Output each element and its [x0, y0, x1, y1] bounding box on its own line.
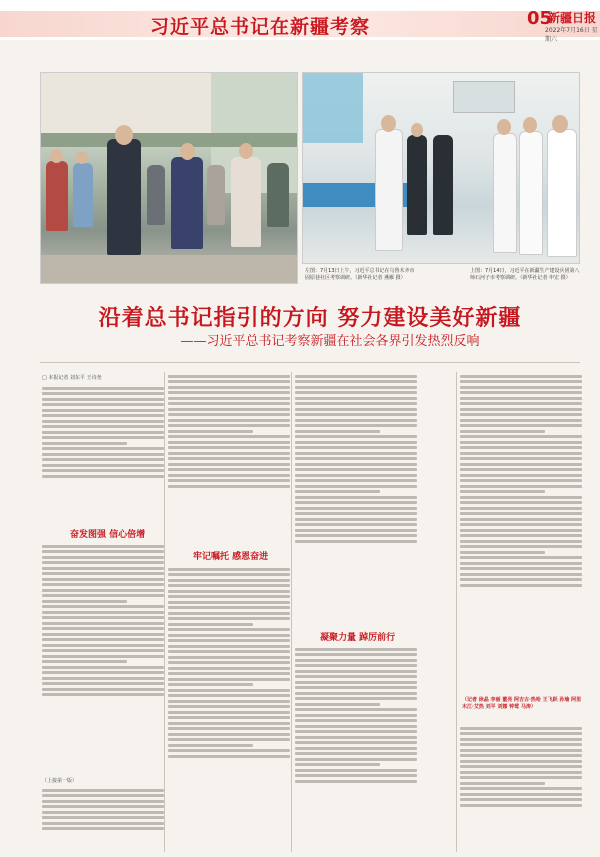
text-line [295, 485, 417, 488]
page-banner [0, 0, 600, 43]
text-line [295, 659, 417, 662]
text-line [168, 485, 290, 488]
photo1-caption: 左图：7月13日上午，习近平总书记在乌鲁木齐市固原巷社区考察调研。（新华社记者 燕雁 摄） [305, 268, 415, 281]
text-line [42, 789, 164, 792]
text-line [295, 523, 417, 526]
text-line [295, 736, 417, 739]
text-line [42, 794, 164, 797]
text-line [168, 391, 290, 394]
text-line [168, 441, 290, 444]
text-line [295, 424, 417, 427]
text-line [460, 754, 582, 757]
text-line [168, 639, 290, 642]
text-line [42, 420, 164, 423]
text-line [168, 408, 290, 411]
headline: 沿着总书记指引的方向 努力建设美好新疆 [98, 305, 522, 331]
text-line [42, 578, 164, 581]
text-line [460, 463, 582, 466]
text-line [460, 446, 582, 449]
body-column-1b [42, 542, 164, 772]
text-line [168, 413, 290, 416]
text-line [295, 681, 417, 684]
text-line [295, 774, 417, 777]
text-line [295, 714, 417, 717]
text-line [42, 561, 164, 564]
text-line [42, 822, 164, 825]
text-line [168, 386, 290, 389]
text-line [460, 771, 582, 774]
text-line [295, 747, 417, 750]
text-line [460, 408, 582, 411]
text-line [168, 749, 290, 752]
text-line [460, 578, 582, 581]
text-line [460, 386, 582, 389]
text-line [295, 408, 417, 411]
text-line [42, 805, 164, 808]
paper-name: 新疆日报 [548, 11, 597, 25]
column-divider [291, 372, 292, 852]
text-line [42, 398, 164, 401]
text-line [42, 816, 164, 819]
text-line [295, 446, 417, 449]
text-line [460, 402, 582, 405]
text-line [42, 589, 164, 592]
text-line [42, 671, 164, 674]
text-line [295, 474, 417, 477]
text-line [168, 744, 253, 747]
text-line [168, 700, 290, 703]
text-line [42, 616, 164, 619]
text-line [295, 719, 417, 722]
text-line [460, 765, 582, 768]
text-line [168, 656, 290, 659]
text-line [460, 413, 582, 416]
text-line [295, 512, 417, 515]
text-line [42, 414, 164, 417]
text-line [460, 556, 582, 559]
body-column-4b [460, 724, 582, 851]
text-line [168, 733, 290, 736]
text-line [42, 392, 164, 395]
text-line [295, 697, 417, 700]
text-line [168, 727, 290, 730]
text-line [42, 469, 164, 472]
text-line [168, 617, 290, 620]
text-line [168, 645, 290, 648]
text-line [42, 464, 164, 467]
text-line [168, 628, 290, 631]
continued-note: （上接第一版） [42, 778, 78, 784]
text-line [42, 409, 164, 412]
text-line [168, 463, 290, 466]
issue-date: 2022年7月16日 星期六 [545, 27, 598, 43]
text-line [42, 453, 164, 456]
reporter-byline: □ 本报记者 刘东平 王诗尧 [42, 375, 102, 381]
text-line [295, 653, 417, 656]
text-line [295, 507, 417, 510]
text-line [168, 623, 253, 626]
text-line [168, 650, 290, 653]
text-line [168, 474, 290, 477]
text-line [460, 391, 582, 394]
text-line [42, 666, 164, 669]
banner-title: 习近平总书记在新疆考察 [149, 16, 370, 38]
text-line [460, 584, 582, 587]
text-line [460, 529, 582, 532]
text-line [168, 678, 290, 681]
text-line [295, 780, 417, 783]
text-line [295, 441, 417, 444]
text-line [168, 430, 253, 433]
text-line [460, 496, 582, 499]
text-line [460, 452, 582, 455]
text-line [295, 725, 417, 728]
text-line [42, 442, 127, 445]
text-line [295, 752, 417, 755]
text-line [168, 579, 290, 582]
text-line [42, 475, 164, 478]
text-line [168, 468, 290, 471]
text-line [460, 738, 582, 741]
text-line [295, 763, 380, 766]
text-line [168, 634, 290, 637]
text-line [460, 787, 582, 790]
text-line [460, 804, 582, 807]
photo-hospital-visit [302, 72, 580, 264]
text-line [42, 627, 164, 630]
text-line [168, 606, 290, 609]
text-line [460, 562, 582, 565]
text-line [168, 612, 290, 615]
text-line [42, 447, 164, 450]
text-line [168, 705, 290, 708]
text-line [460, 743, 582, 746]
text-line [460, 430, 545, 433]
text-line [295, 419, 417, 422]
text-line [295, 501, 417, 504]
text-line [460, 523, 582, 526]
text-line [42, 403, 164, 406]
text-line [295, 534, 417, 537]
text-line [42, 583, 164, 586]
text-line [168, 568, 290, 571]
text-line [460, 479, 582, 482]
text-line [460, 419, 582, 422]
text-line [168, 380, 290, 383]
text-line [168, 689, 290, 692]
text-line [42, 425, 164, 428]
text-line [460, 490, 545, 493]
text-line [460, 545, 582, 548]
text-line [168, 457, 290, 460]
text-line [460, 518, 582, 521]
text-line [42, 688, 164, 691]
text-line [460, 782, 545, 785]
text-line [295, 435, 417, 438]
text-line [168, 479, 290, 482]
page-number: 05 [527, 8, 553, 29]
text-line [168, 716, 290, 719]
text-line [460, 380, 582, 383]
text-line [42, 682, 164, 685]
headline-divider [40, 362, 580, 363]
text-line [42, 600, 127, 603]
body-column-3a [295, 372, 417, 624]
text-line [295, 380, 417, 383]
text-line [42, 649, 164, 652]
text-line [460, 760, 582, 763]
text-line [295, 675, 417, 678]
text-line [295, 496, 417, 499]
text-line [168, 722, 290, 725]
text-line [295, 430, 380, 433]
body-column-2b [168, 565, 290, 851]
photo-community-visit [40, 72, 298, 284]
text-line [42, 800, 164, 803]
text-line [168, 755, 290, 758]
text-line [460, 727, 582, 730]
text-line [42, 638, 164, 641]
text-line [42, 458, 164, 461]
text-line [460, 793, 582, 796]
text-line [168, 397, 290, 400]
text-line [460, 507, 582, 510]
text-line [295, 769, 417, 772]
text-line [460, 435, 582, 438]
text-line [42, 644, 164, 647]
text-line [460, 732, 582, 735]
text-line [42, 567, 164, 570]
body-column-3b [295, 645, 417, 851]
text-line [42, 572, 164, 575]
text-line [42, 811, 164, 814]
text-line [295, 708, 417, 711]
text-line [460, 441, 582, 444]
text-line [295, 452, 417, 455]
text-line [295, 386, 417, 389]
text-line [42, 611, 164, 614]
text-line [460, 749, 582, 752]
text-line [42, 550, 164, 553]
text-line [42, 436, 164, 439]
text-line [295, 402, 417, 405]
column-divider [164, 372, 165, 852]
text-line [295, 518, 417, 521]
text-line [295, 391, 417, 394]
body-column-1a [42, 384, 164, 524]
text-line [42, 693, 164, 696]
text-line [168, 375, 290, 378]
text-line [168, 573, 290, 576]
text-line [168, 661, 290, 664]
text-line [168, 590, 290, 593]
text-line [168, 694, 290, 697]
text-line [460, 540, 582, 543]
authors-credit: （记者 徐晶 李丽 董亮 阿吉古·热哈 王飞跃 孙瑜 阿里木江·艾热 刘平 刘娜 钟莺 马涛） [462, 697, 582, 710]
text-line [460, 375, 582, 378]
text-line [460, 501, 582, 504]
text-line [460, 798, 582, 801]
section-head-2: 牢记嘱托 感恩奋进 [193, 552, 269, 562]
text-line [42, 660, 127, 663]
text-line [168, 584, 290, 587]
text-line [460, 457, 582, 460]
text-line [460, 776, 582, 779]
text-line [42, 545, 164, 548]
text-line [168, 672, 290, 675]
text-line [42, 556, 164, 559]
text-line [42, 431, 164, 434]
text-line [168, 452, 290, 455]
text-line [460, 573, 582, 576]
text-line [168, 424, 290, 427]
text-line [295, 463, 417, 466]
text-line [42, 677, 164, 680]
text-line [168, 667, 290, 670]
text-line [295, 686, 417, 689]
text-line [168, 595, 290, 598]
body-column-4a [460, 372, 582, 690]
text-line [295, 540, 417, 543]
subheadline: ——习近平总书记考察新疆在社会各界引发热烈反响 [180, 334, 480, 349]
text-line [168, 402, 290, 405]
text-line [42, 605, 164, 608]
photo2-caption: 上图：7月14日，习近平在新疆生产建设兵团第八师石河子市考察调研。（新华社记者 申宏 摄） [470, 268, 580, 281]
text-line [460, 397, 582, 400]
text-line [460, 424, 582, 427]
text-line [295, 648, 417, 651]
text-line [168, 683, 253, 686]
text-line [460, 468, 582, 471]
text-line [295, 664, 417, 667]
text-line [295, 692, 417, 695]
text-line [42, 622, 164, 625]
section-head-1: 奋发图强 信心倍增 [70, 530, 146, 540]
text-line [42, 655, 164, 658]
text-line [295, 529, 417, 532]
text-line [295, 457, 417, 460]
section-head-3: 凝聚力量 踔厉前行 [320, 633, 396, 643]
text-line [460, 474, 582, 477]
text-line [295, 468, 417, 471]
text-line [42, 827, 164, 830]
body-column-2a [168, 372, 290, 544]
text-line [295, 375, 417, 378]
text-line [460, 551, 545, 554]
text-line [42, 633, 164, 636]
text-line [295, 741, 417, 744]
text-line [168, 601, 290, 604]
text-line [168, 435, 290, 438]
text-line [168, 446, 290, 449]
text-line [42, 387, 164, 390]
text-line [460, 485, 582, 488]
text-line [295, 397, 417, 400]
text-line [42, 594, 164, 597]
text-line [295, 479, 417, 482]
column-divider [456, 372, 457, 852]
text-line [295, 413, 417, 416]
text-line [460, 512, 582, 515]
text-line [460, 567, 582, 570]
text-line [168, 711, 290, 714]
text-line [295, 758, 417, 761]
text-line [168, 419, 290, 422]
text-line [295, 490, 380, 493]
text-line [168, 738, 290, 741]
text-line [295, 670, 417, 673]
text-line [295, 730, 417, 733]
text-line [460, 534, 582, 537]
body-column-1c [42, 786, 164, 852]
text-line [295, 703, 380, 706]
